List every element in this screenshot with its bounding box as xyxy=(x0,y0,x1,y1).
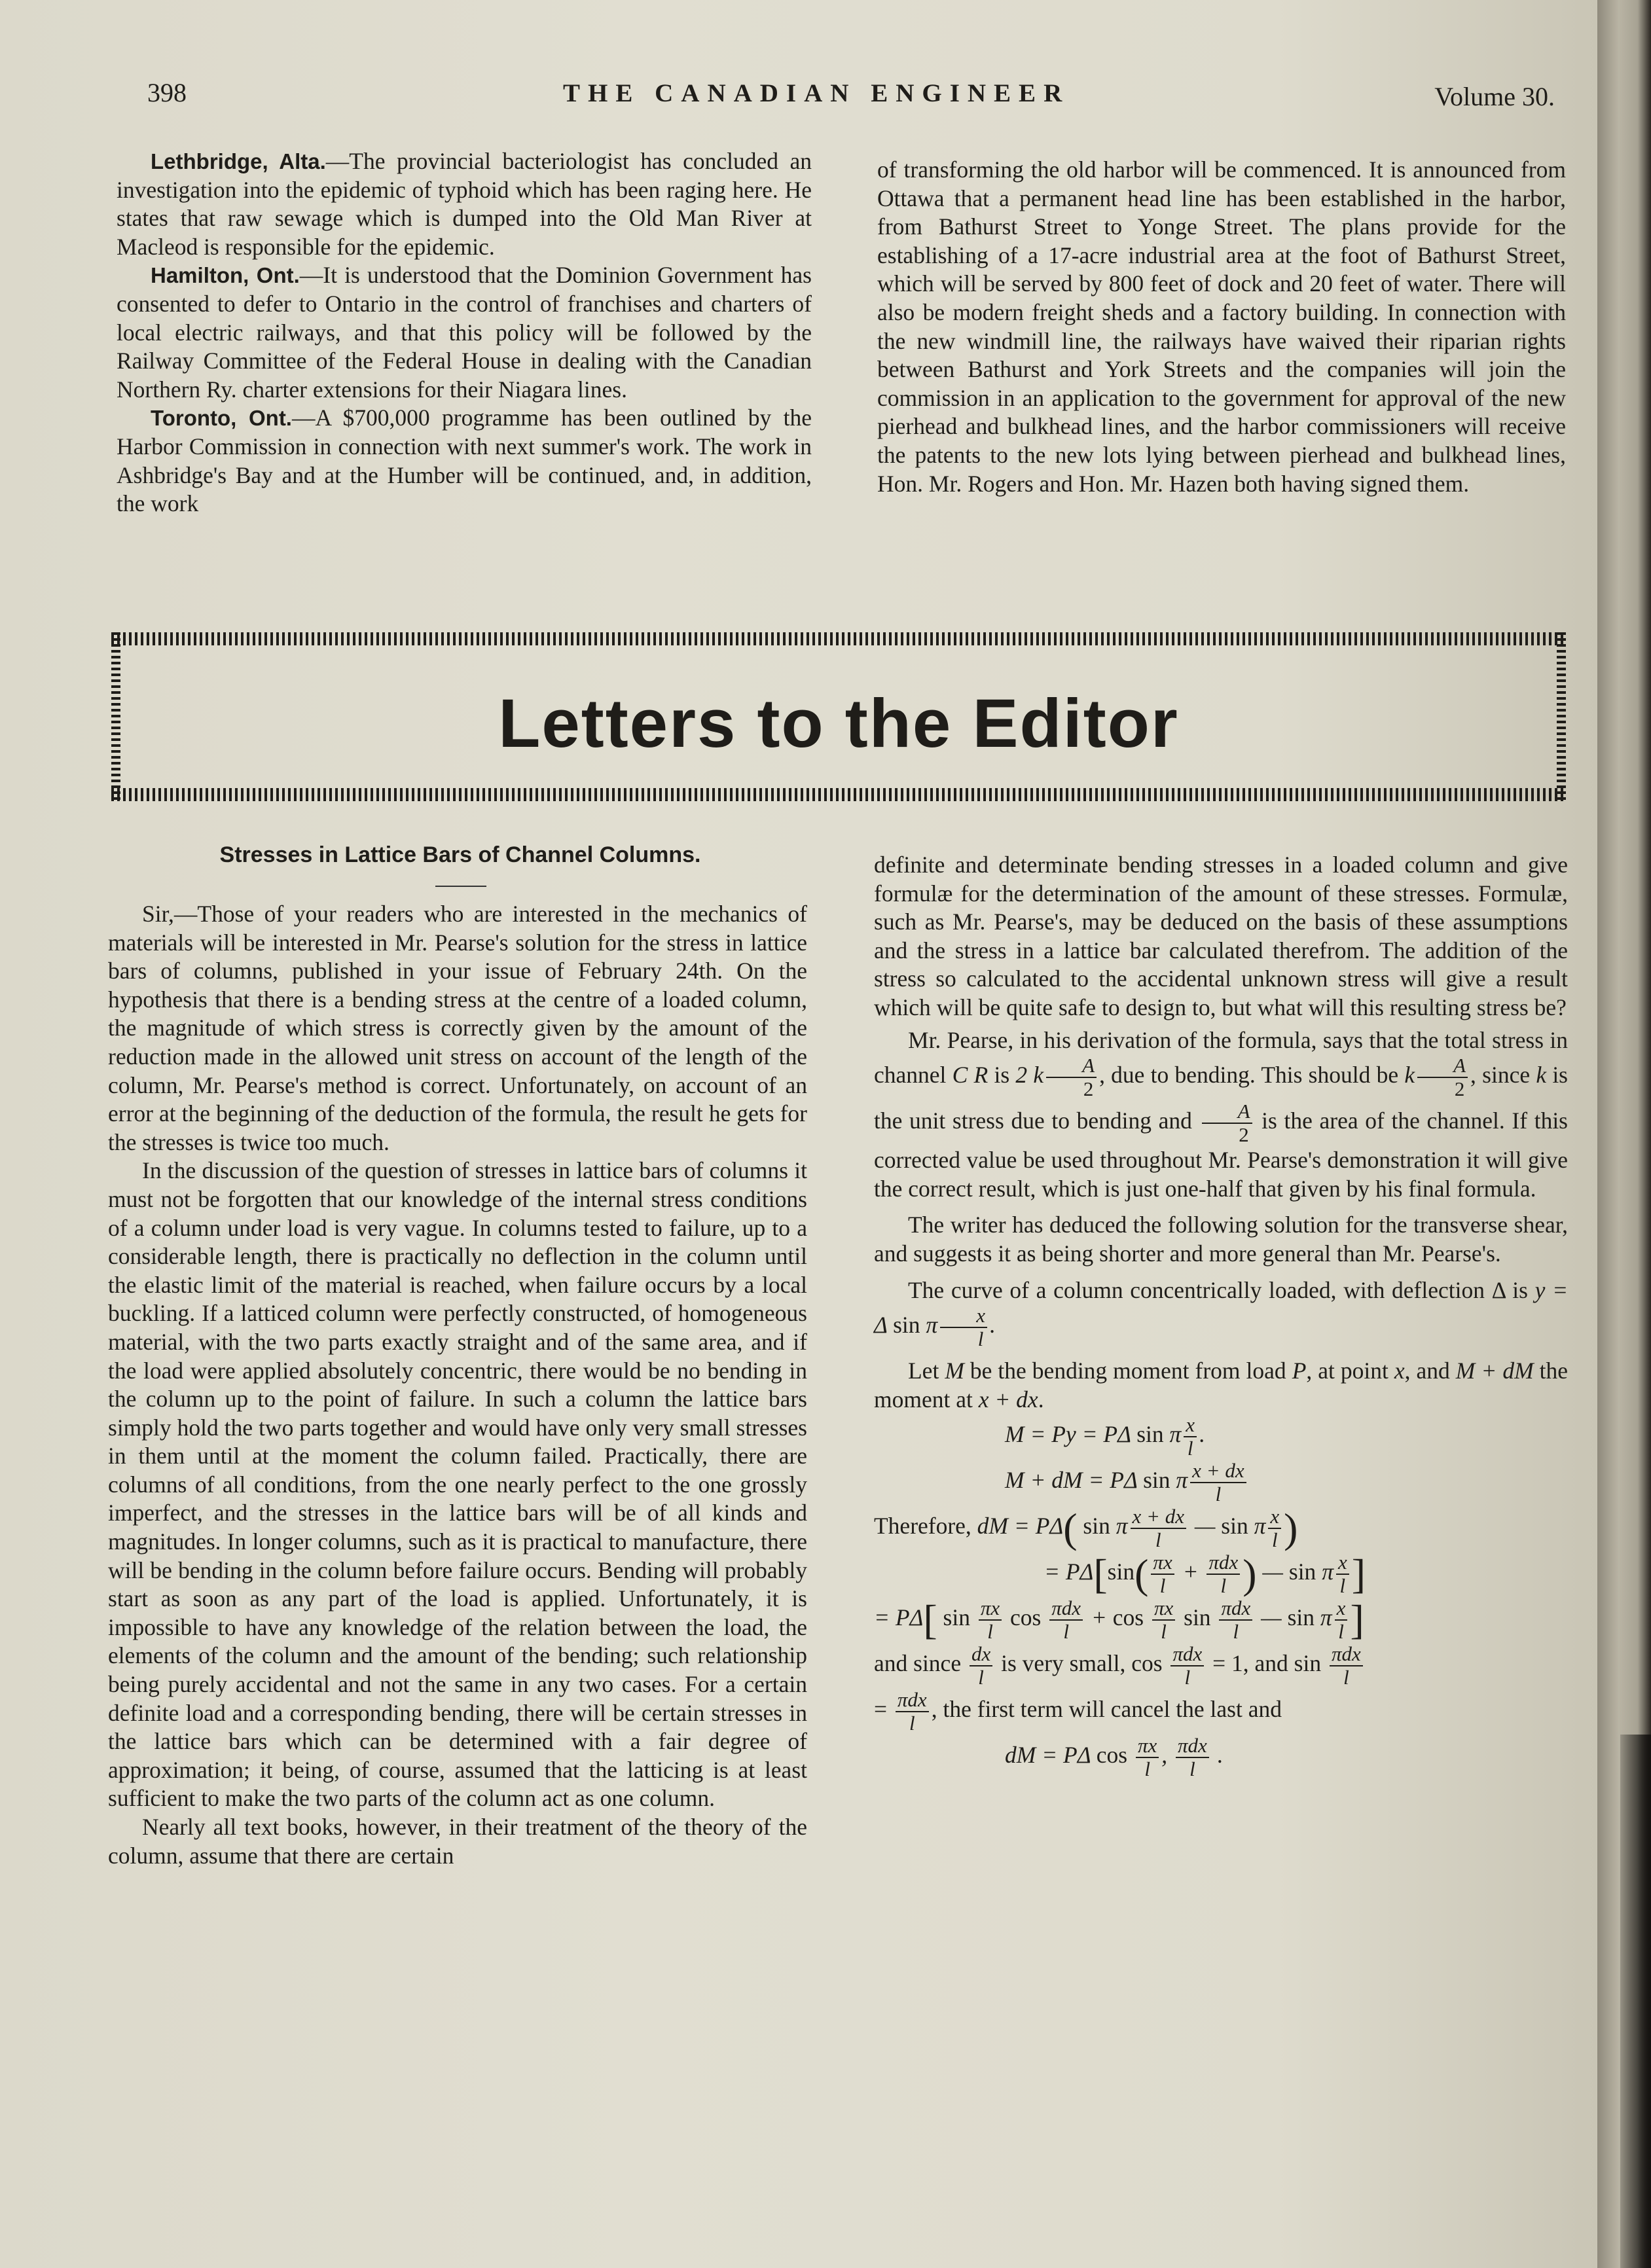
equation-cancel: = $\frac{\text{πdx}}{l}$ , the first term will cancel the last and xyxy=(874,1688,1282,1735)
text-run: the moment at xyxy=(874,1358,1569,1413)
letter-paragraph xyxy=(874,1276,1568,1351)
math-symbol: k xyxy=(1536,1062,1547,1089)
equation-moment-increment: M + dM = PΔ sin π $\frac{x + dx}{l}$ xyxy=(874,1460,1568,1505)
text-run: be the bending moment from load xyxy=(970,1358,1286,1384)
news-item-lethbridge xyxy=(117,147,812,261)
numerator: A xyxy=(1046,1054,1097,1078)
fraction-a-over-2 xyxy=(1202,1100,1252,1146)
banner-border-bottom xyxy=(111,788,1566,801)
banner-border-top xyxy=(111,632,1566,645)
text-run: , the first term will cancel the last and xyxy=(931,1696,1282,1723)
math-symbol: Δ xyxy=(1491,1276,1506,1303)
denominator: 2 xyxy=(1454,1077,1465,1101)
equation-moment: M = Py = PΔ sin π $\frac{x}{l}$ . xyxy=(1005,1413,1205,1460)
letter-heading: Stresses in Lattice Bars of Channel Columns. xyxy=(219,842,701,867)
math-symbol: C R xyxy=(952,1062,989,1089)
text-run: , and xyxy=(1404,1358,1450,1384)
equation-dm-1: Therefore, dM = PΔ( sin π $\frac{x + dx}{l}$ — sin π $\frac{x}{l}$ ) xyxy=(874,1505,1298,1552)
volume-label: Volume 30. xyxy=(1434,82,1555,111)
text-run: is the unit stress due to bending and xyxy=(874,1062,1568,1134)
letter-paragraph: Nearly all text books, however, in their treatment of the theory of the column, assume that there are certain xyxy=(108,1814,807,1869)
news-text: —It is understood that the Dominion Government has consented to defer to Ontario in the control of franchises and charters of local electric railways, and that this policy will be followed by the Railway Committee of the Federal House in dealing with the Canadian Northern Ry. charter extensions for their Niagara lines. xyxy=(117,262,812,403)
text-run: Mr. Pearse, in his derivation of the formula, says that the total stress in channel xyxy=(874,1026,1568,1089)
math-symbol: k xyxy=(1404,1062,1415,1089)
numerator: A xyxy=(1202,1100,1252,1124)
text-run: is very small, xyxy=(1001,1650,1126,1677)
news-item-toronto xyxy=(117,404,812,518)
text-run: is xyxy=(994,1062,1010,1089)
equation-curve: y = Δ sin π $\frac{x}{l}$ . xyxy=(874,1276,1569,1351)
fraction-a-over-2 xyxy=(1046,1054,1097,1100)
equation-block xyxy=(874,1414,1568,1780)
place-name: Lethbridge, Alta. xyxy=(151,149,326,173)
letter-paragraph: definite and determinate bending stresses in a loaded column and give formulæ for the determination of the amount of these stresses. Formulæ, such as Mr. Pearse's, may be deduced on the basis of these assumptions and the stress in a lattice bar calculated therefrom. The addition of the stress so calculated to the accidental unknown stress will give a result which will be quite safe to design to, but what will this resulting stress be? xyxy=(874,852,1568,1020)
news-continuation: of transforming the old harbor will be commenced. It is announced from Ottawa that a permanent head line has been established in the harbor, from Bathurst Street to Yonge Street. The plans provide for the establishing of a 17-acre industrial area at the foot of Bathurst Street, which will be served by 800 feet of dock and 20 feet of water. There will also be modern freight sheds and a factory building. In connection with the new windmill line, the railways have waived their riparian rights between Bathurst and York Streets and the companies will join the commission in an application to the government for approval of the new pierhead and bulkhead lines, and the harbor commissioners will receive the patents to the new lots lying between pierhead and bulkhead lines, Hon. Mr. Rogers and Hon. Mr. Hazen both having signed them. xyxy=(877,156,1566,497)
news-column-left xyxy=(117,147,812,518)
news-text: —A $700,000 programme has been outlined by the Harbor Commission in connection with next summer's work. The work in Ashbridge's Bay and at the Humber will be continued, and, in addition, the work xyxy=(117,405,812,517)
letter-paragraph: Sir,—Those of your readers who are interested in the mechanics of materials will be interested in Mr. Pearse's solution for the stress in lattice bars of columns, published in your issue of February 24th. On the hypothesis that there is a bending stress at the centre of a loaded column, the magnitude of which stress is correctly given by the amount of the reduction made in the allowed unit stress on account of the length of the column, Mr. Pearse's method is correct. Unfortunately, on account of an error at the beginning of the deduction of the formula, the result he gets for the stresses is twice too much. xyxy=(108,901,807,1155)
math-symbol: P xyxy=(1292,1358,1307,1384)
text-run: is xyxy=(1512,1276,1528,1303)
denominator: 2 xyxy=(1083,1077,1094,1101)
math-symbol: 1 xyxy=(1231,1650,1243,1677)
text-run: The curve of a column concentrically loaded, with deflection xyxy=(908,1276,1485,1303)
section-title: Letters to the Editor xyxy=(498,685,1179,762)
page-number: 398 xyxy=(147,78,187,107)
text-run: , and sin xyxy=(1243,1650,1322,1677)
math-symbol: x + dx xyxy=(978,1386,1038,1413)
place-name: Toronto, Ont. xyxy=(151,406,292,431)
heading-rule xyxy=(435,886,486,887)
letter-paragraph: Let M be the bending moment from load P, at point x, and M + dM the moment at x + dx. xyxy=(874,1358,1569,1413)
running-header xyxy=(147,77,1561,117)
text-run: , since xyxy=(1470,1062,1531,1089)
equation-final: dM = PΔ cos $\frac{\pi x}{l}$ , $\frac{\text{πdx}}{l}$ . xyxy=(1005,1734,1224,1781)
letter-column-left xyxy=(108,900,807,1870)
text-run: , at point xyxy=(1306,1358,1388,1384)
denominator: 2 xyxy=(1239,1123,1249,1147)
equation-dm-2: = PΔ[sin( $\frac{\pi x}{l}$ + $\frac{\text{πdx}}{l}$ ) — sin π $\frac{x}{l}$ ] xyxy=(1044,1551,1366,1598)
math-symbol: x xyxy=(1394,1358,1405,1384)
letter-paragraph: The writer has deduced the following solution for the transverse shear, and suggests it as being shorter and more general than Mr. Pearse's. xyxy=(874,1212,1568,1267)
math-symbol: M xyxy=(945,1358,964,1384)
letter-column-right xyxy=(874,851,1568,1780)
text-run: Therefore, xyxy=(874,1513,971,1539)
place-name: Hamilton, Ont. xyxy=(151,263,300,288)
numerator: A xyxy=(1417,1054,1468,1078)
text-run: and since xyxy=(874,1650,962,1677)
equation-dm-3: = PΔ[ sin $\frac{\pi x}{l}$ cos $\frac{\text{πdx}}{l}$ + cos $\frac{\pi x}{l}$ sin $\frac{\text{πdx}}{l}$ — sin π $\frac{x}{l}$ ] xyxy=(874,1596,1364,1644)
text-run: , due to bending. This should be xyxy=(1099,1062,1399,1089)
binding-shadow xyxy=(1620,1735,1651,2268)
math-symbol: 2 k xyxy=(1015,1062,1044,1089)
fraction-a-over-2 xyxy=(1417,1054,1468,1100)
math-symbol: M + dM xyxy=(1455,1358,1534,1384)
news-column-right xyxy=(877,156,1566,498)
text-run: Let xyxy=(908,1358,939,1384)
news-item-hamilton xyxy=(117,261,812,404)
text-run: is the area of the channel. If this corrected value be used throughout Mr. Pearse's demonstration it will give the correct result, which is just one-half that given by his final formula. xyxy=(874,1107,1569,1202)
news-text: —The provincial bacteriologist has concluded an investigation into the epidemic of typhoid which has been raging here. He states that raw sewage which is dumped into the Old Man River at Macleod is responsible for the epidemic. xyxy=(117,148,812,260)
equation-small-angle: and since $\frac{dx}{l}$ is very small, cos $\frac{\text{πdx}}{l}$ = 1, and sin $\frac{\text{πdx}}{l}$ xyxy=(874,1643,1568,1689)
letter-paragraph xyxy=(874,1026,1568,1204)
section-banner xyxy=(111,632,1566,801)
journal-title: THE CANADIAN ENGINEER xyxy=(563,79,1070,107)
letter-paragraph: In the discussion of the question of stresses in lattice bars of columns it must not be forgotten that our knowledge of the internal stress conditions of a column under load is very vague. In columns tested to failure, up to a considerable length, there is practically no deflection in the column until the elastic limit of the material is reached, when failure occurs by a local buckling. If a latticed column were perfectly constructed, of homogeneous material, with the two parts exactly straight and of the same area, and if the load were applied absolutely concentric, there would be no bending in the column up to the point of failure. In such a column the lattice bars simply hold the two parts together and would have only very small stresses in them until at the moment the column failed. Practically, there are columns of all conditions, from the one nearly perfect to the one grossly imperfect, and the stresses in the lattice bars will be of all kinds and magnitudes. In longer columns, such as it is practical to manufacture, there will be bending in the column before failure occurs. Bending will probably start as soon as any part of the load is applied. Unfortunately, it is impossible to have any knowledge of the relation between the load, the elements of the column and the amount of the bending; such relationship being purely accidental and not the same in any two cases. For a certain definite load and a corresponding bending, there will be certain stresses in the lattice bars which can be determined with a fair degree of approximation; it being, of course, assumed that the latticing is at least sufficient to make the two parts of the column act as one column. xyxy=(108,1157,807,1812)
